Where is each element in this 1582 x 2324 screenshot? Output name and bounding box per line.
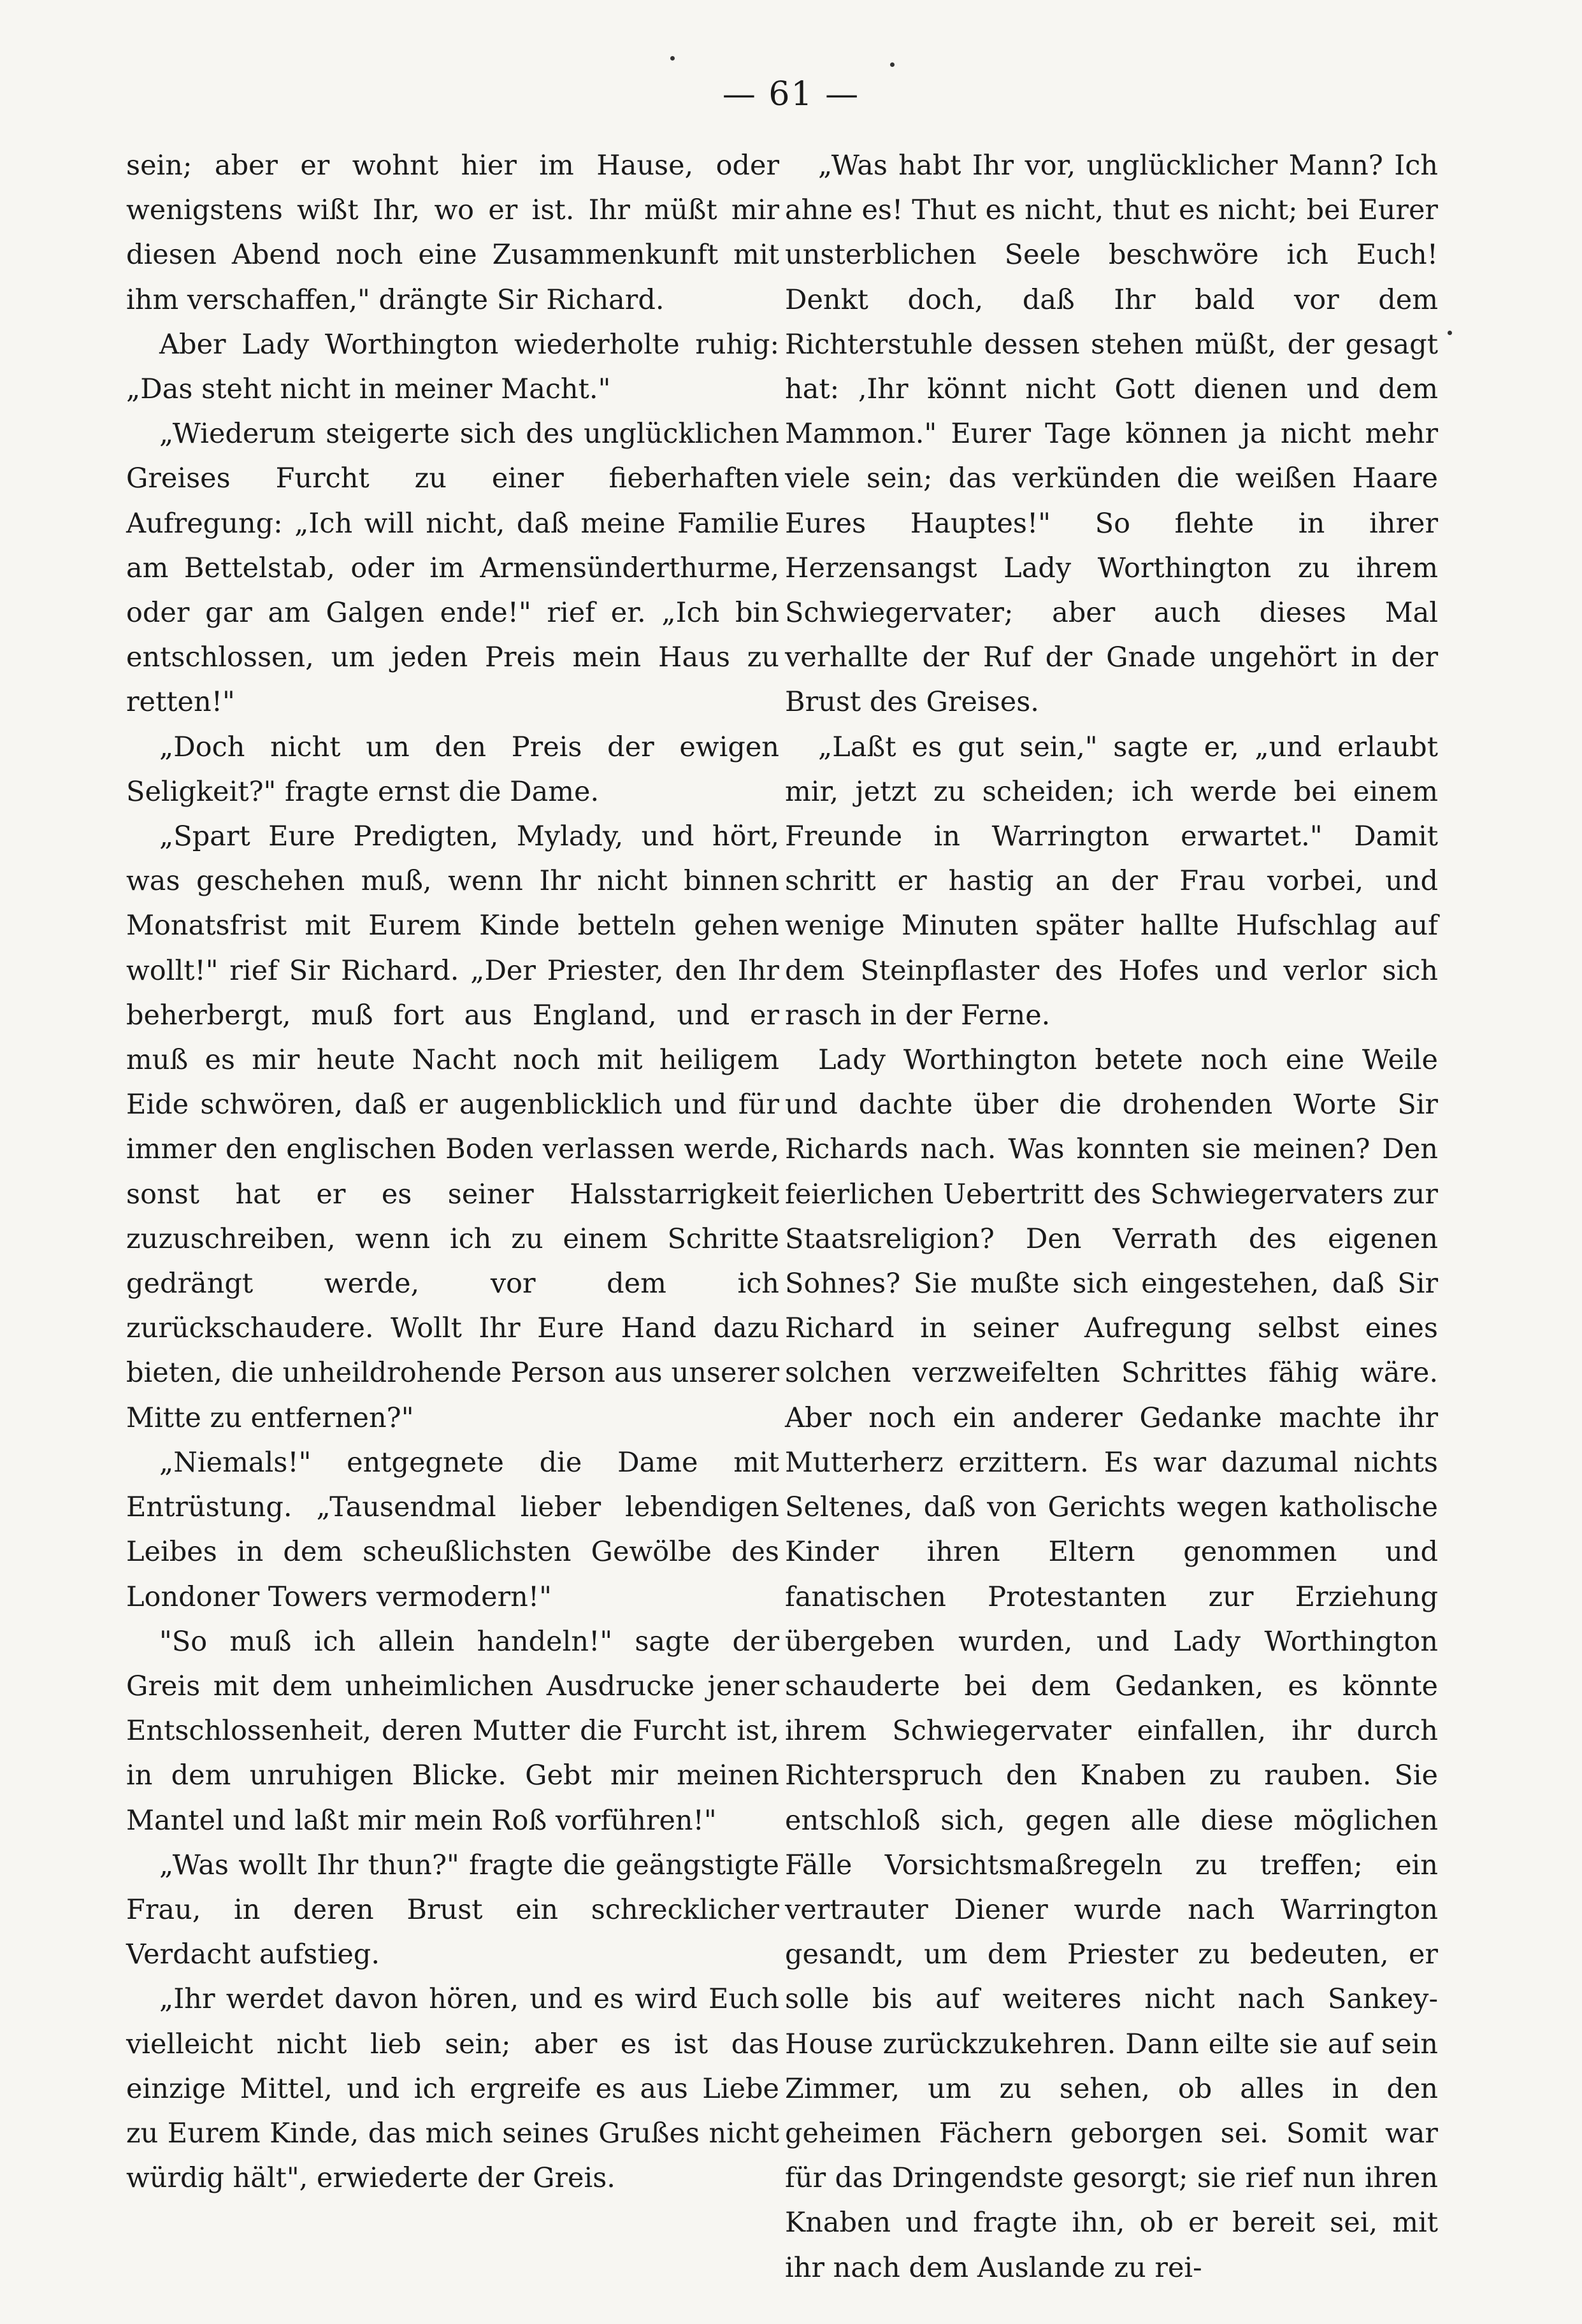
paragraph: „Laßt es gut sein," sagte er, „und erlaubt mir, jetzt zu scheiden; ich werde bei einem Freunde in Warrington erwartet." Damit schritt er hastig an der Frau vorbei, und wenige Minuten später hallte Hufschlag auf dem Steinpflaster des Hofes und verlor sich rasch in der Ferne. bbox=[785, 731, 1438, 1031]
paragraph: "So muß ich allein handeln!" sagte der Greis mit dem unheimlichen Ausdrucke jener Entschlossenheit, deren Mutter die Furcht ist, in dem unruhigen Blicke. Gebt mir meinen Mantel und laßt mir mein Roß vorführen!" bbox=[126, 1625, 779, 1837]
paragraph: sein; aber er wohnt hier im Hause, oder wenigstens wißt Ihr, wo er ist. Ihr müßt mir diesen Abend noch eine Zusammenkunft mit ihm verschaffen," drängte Sir Richard. bbox=[126, 150, 779, 316]
paragraph: „Ihr werdet davon hören, und es wird Euch vielleicht nicht lieb sein; aber es ist das einzige Mittel, und ich ergreife es aus Liebe zu Eurem Kinde, das mich seines Grußes nicht würdig hält", erwiederte der Greis. bbox=[126, 1983, 779, 2195]
paragraph: „Doch nicht um den Preis der ewigen Seligkeit?" fragte ernst die Dame. bbox=[126, 731, 779, 808]
paragraph: „Was habt Ihr vor, unglücklicher Mann? Ich ahne es! Thut es nicht, thut es nicht; bei Eurer unsterblichen Seele beschwöre ich Euch! Denkt doch, daß Ihr bald vor dem Richterstuhle dessen stehen müßt, der gesagt hat: ‚Ihr könnt nicht Gott dienen und dem Mammon." Eurer Tage können ja nicht mehr viele sein; das verkünden die weißen Haare Eures Hauptes!" So flehte in ihrer Herzensangst Lady Worthington zu ihrem Schwiegervater; aber auch dieses Mal verhallte der Ruf der Gnade ungehört in der Brust des Greises. bbox=[785, 150, 1438, 719]
right-column bbox=[785, 143, 1438, 2290]
print-speck bbox=[670, 56, 675, 61]
paragraph: „Spart Eure Predigten, Mylady, und hört, was geschehen muß, wenn Ihr nicht binnen Monatsfrist mit Eurem Kinde betteln gehen wollt!" rief Sir Richard. „Der Priester, den Ihr beherbergt, muß fort aus England, und er muß es mir heute Nacht noch mit heiligem Eide schwören, daß er augenblicklich und für immer den englischen Boden verlassen werde, sonst hat er es seiner Halsstarrigkeit zuzuschreiben, wenn ich zu einem Schritte gedrängt werde, vor dem ich zurückschaudere. Wollt Ihr Eure Hand dazu bieten, die unheildrohende Person aus unserer Mitte zu entfernen?" bbox=[126, 821, 779, 1434]
paragraph: Lady Worthington betete noch eine Weile und dachte über die drohenden Worte Sir Richards nach. Was konnten sie meinen? Den feierlichen Uebertritt des Schwiegervaters zur Staatsreligion? Den Verrath des eigenen Sohnes? Sie mußte sich eingestehen, daß Sir Richard in seiner Aufregung selbst eines solchen verzweifelten Schrittes fähig wäre. Aber noch ein anderer Gedanke machte ihr Mutterherz erzittern. Es war dazumal nichts Seltenes, daß von Gerichts wegen katholische Kinder ihren Eltern genommen und fanatischen Protestanten zur Erziehung übergeben wurden, und Lady Worthington schauderte bei dem Gedanken, es könnte ihrem Schwiegervater einfallen, ihr durch Richterspruch den Knaben zu rauben. Sie entschloß sich, gegen alle diese möglichen Fälle Vorsichtsmaßregeln zu treffen; ein vertrauter Diener wurde nach Warrington gesandt, um dem Priester zu bedeuten, er solle bis auf weiteres nicht nach Sankey-House zurückzukehren. Dann eilte sie auf sein Zimmer, um zu sehen, ob alles in den geheimen Fächern geborgen sei. Somit war für das Dringendste gesorgt; sie rief nun ihren Knaben und fragte ihn, ob er bereit sei, mit ihr nach dem Auslande zu rei- bbox=[785, 1044, 1438, 2284]
paragraph: „Wiederum steigerte sich des unglücklichen Greises Furcht zu einer fieberhaften Aufregung: „Ich will nicht, daß meine Familie am Bettelstab, oder im Armensünderthurme, oder gar am Galgen ende!" rief er. „Ich bin entschlossen, um jeden Preis mein Haus zu retten!" bbox=[126, 418, 779, 719]
paragraph: „Was wollt Ihr thun?" fragte die geängstigte Frau, in deren Brust ein schrecklicher Verdacht aufstieg. bbox=[126, 1849, 779, 1971]
paragraph: Aber Lady Worthington wiederholte ruhig: „Das steht nicht in meiner Macht." bbox=[126, 328, 779, 406]
print-speck bbox=[890, 62, 895, 67]
print-speck bbox=[1448, 331, 1452, 335]
left-column bbox=[126, 143, 779, 2200]
paragraph: „Niemals!" entgegnete die Dame mit Entrüstung. „Tausendmal lieber lebendigen Leibes in dem scheußlichsten Gewölbe des Londoner Towers vermodern!" bbox=[126, 1446, 779, 1613]
page-number: — 61 — bbox=[722, 75, 860, 113]
